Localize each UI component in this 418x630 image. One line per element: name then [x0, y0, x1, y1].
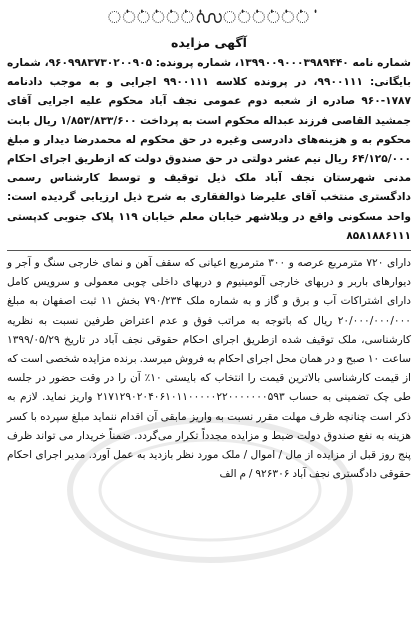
property-auction-paragraph: دارای ۷۲۰ مترمربع عرصه و ۳۰۰ مترمربع اعیانی که سقف آهن و نمای خارجی سنگ و آجر و دیوارهای باربر و دربهای خارجی آلومینیوم و دربهای داخلی چوبی معمولی و سرویس کامل دارای اشتراکات آب و برق و گاز و به شماره ملک ۷۹۰/۲۳۴ بخش ۱۱ ثبت اصفهان به مبلغ ۲۰/۰۰۰/۰۰۰/۰۰۰ ریال که باتوجه به مراتب فوق و عدم اعتراض طرفین نسبت به نظریه کارشناسی، ملک توقیف شده ازطریق اجرای احکام حقوقی نجف آباد در تاریخ ۱۳۹۹/۰۵/۲۹ ساعت ۱۰ صبح و در همان محل اجرای احکام به فروش میرسد. برنده مزایده شخصی است که از قیمت کارشناسی بالاترین قیمت را انتخاب که بایستی ۱۰٪ آن را در وقت حضور در جلسه طی چک تضمینی به حساب ۲۱۷۱۲۹۰۲۰۴۰۶۱۰۱۱۰۰۰۰۰۲۲۰۰۰۰۰۰۰۵۹۳ واریز نماید. لازم به ذکر است چنانچه ظرف مهلت مقرر نسبت به واریز مابقی آن اقدام ننماید مبلغ سپرده با کسر هزینه به نفع صندوق دولت ضبط و مزایده مجدداً تکرار می‌گردد. ضمناً خریدار می تواند ظرف پنج روز قبل از مزایده از مال / اموال / ملک مورد نظر بازدید به عمل آورد. مدیر اجرای احکام حقوقی دادگستری نجف آباد ۹۲۶۳۰۶ / م الف	[7, 257, 412, 481]
page-title: آگهی مزایده	[171, 35, 247, 50]
header-ornament: ൎൎൎൎൎൎ൜ൎൎൎൎൎൎ	[107, 8, 311, 28]
section-divider	[7, 250, 411, 251]
case-details-paragraph: شماره نامه ۱۳۹۹۰۰۹۰۰۰۳۹۸۹۴۴۰، شماره پرونده: ۹۶۰۹۹۸۳۷۳۰۲۰۰۹۰۵، شماره بایگانی: ۹۹۰۰۱۱۱، در پرونده کلاسه ۹۹۰۰۱۱۱ اجرایی و به موجب دادنامه ۱۷۸۷-۹۶۰ صادره از شعبه دوم عمومی نجف آباد محکوم علیه اجرایی آقای جمشید القاصی فرزند عبداله محکوم است به پرداخت ۱/۸۵۳/۸۳۳/۶۰۰ ریال بابت محکوم به و هزینه‌های دادرسی وغیره در حق محکوم له محمدرضا دیدار و مبلغ ۶۴/۱۲۵/۰۰۰ ریال نیم عشر دولتی در حق صندوق دولت که ازطریق اجرای احکام مدنی شهرستان نجف آباد ملک ذیل توقیف و توسط کارشناس رسمی دادگستری منتخب آقای علیرضا ذوالفقاری به شرح ذیل ارزیابی گردیده است: واحد مسکونی واقع در ویلاشهر خیابان معلم خیابان ۱۱۹ پلاک جنوبی کدپستی ۸۵۸۱۸۸۶۱۱۱	[7, 57, 411, 242]
